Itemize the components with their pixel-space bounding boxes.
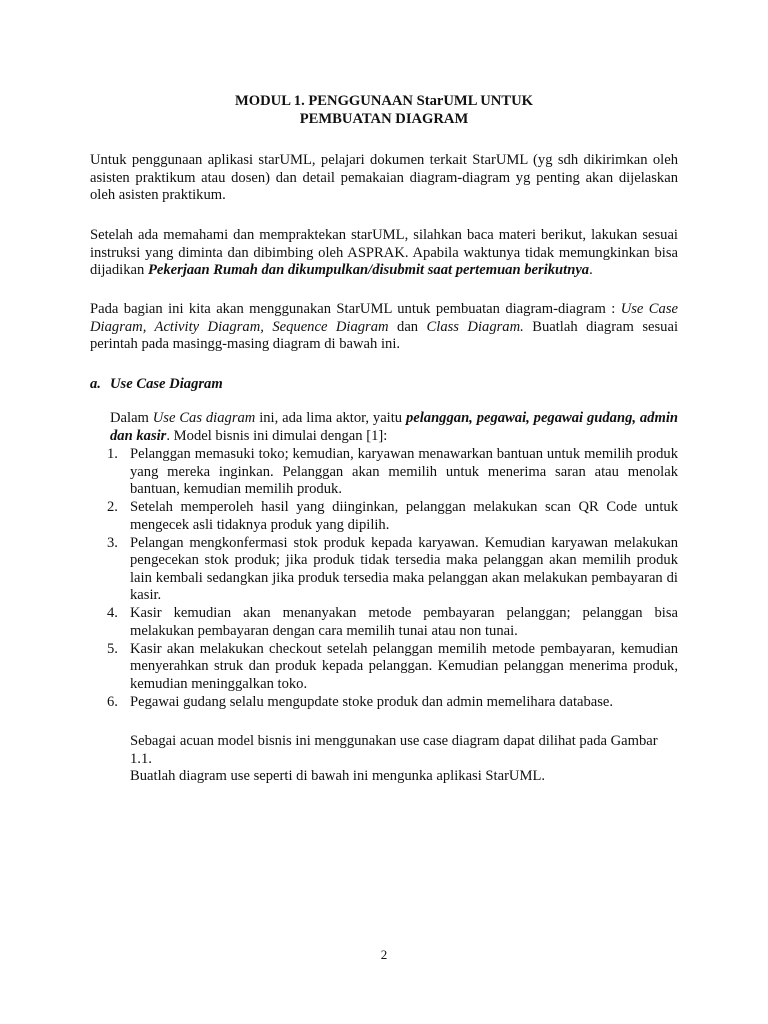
paragraph-instructions-text: Setelah ada memahami dan mempraktekan starUML, silahkan baca materi berikut, lakukan sesuai instruksi yang diminta dan dibimbing oleh ASPRAK. Apabila waktunya tidak memungkinkan bisa dijadikan xyxy=(90,227,678,278)
list-item xyxy=(90,605,678,640)
intro-actors: pelanggan, pegawai, pegawai gudang, admin dan kasir xyxy=(110,410,678,444)
overview-part-3: Buatlah diagram sesuai perintah pada masingg-masing diagram di bawah ini. xyxy=(90,318,678,352)
list-item-number: 5. xyxy=(107,640,118,657)
page-title xyxy=(90,93,678,128)
use-case-intro xyxy=(110,410,678,445)
homework-emphasis: Pekerjaan Rumah dan dikumpulkan/disubmit saat pertemuan berikutnya xyxy=(147,262,590,278)
title-line-1: MODUL 1. PENGGUNAAN StarUML UNTUK xyxy=(235,93,533,109)
list-item xyxy=(90,694,678,712)
list-item-text: Pelanggan memasuki toko; kemudian, karyawan menawarkan bantuan untuk memilih produk yang mereka inginkan. Pelanggan akan memilih untuk menerima saran atau menolak bantuan, kemudian memilih produk. xyxy=(130,446,678,497)
list-item-number: 3. xyxy=(107,534,118,551)
section-letter: a. xyxy=(90,376,101,392)
closing-instruction: Buatlah diagram use seperti di bawah ini mengunka aplikasi StarUML. xyxy=(130,768,546,784)
overview-part-2: dan xyxy=(388,318,427,335)
section-title: Use Case Diagram xyxy=(110,376,223,392)
paragraph-instructions-end: . xyxy=(589,262,593,278)
list-item xyxy=(90,446,678,499)
intro-italic-term: Use Cas diagram xyxy=(152,410,256,426)
list-item-text: Pegawai gudang selalu mengupdate stoke produk dan admin memelihara database. xyxy=(130,693,614,710)
intro-part-3: . Model bisnis ini dimulai dengan [1]: xyxy=(166,427,388,444)
list-item-number: 1. xyxy=(107,446,118,462)
list-item-number: 6. xyxy=(107,693,118,710)
list-item xyxy=(90,499,678,534)
overview-class-diagram: Class Diagram. xyxy=(426,318,524,335)
list-item xyxy=(90,535,678,605)
paragraph-intro-staruml: Untuk penggunaan aplikasi starUML, pelajari dokumen terkait StarUML (yg sdh dikirimkan oleh asisten praktikum atau dosen) dan detail pemakaian diagram-diagram yg penting akan dijelaskan oleh asisten praktikum. xyxy=(90,152,678,203)
section-heading-use-case xyxy=(90,376,678,394)
business-steps-list xyxy=(90,446,678,712)
list-item xyxy=(90,641,678,694)
overview-diagram-list: Use Case Diagram, Activity Diagram, Sequence Diagram xyxy=(90,301,678,335)
paragraph-instructions xyxy=(90,227,678,280)
list-item-text: Kasir kemudian akan menanyakan metode pembayaran pelanggan; pelanggan bisa melakukan pembayaran dengan cara memilih tunai atau non tunai. xyxy=(130,605,678,639)
list-item-text: Kasir akan melakukan checkout setelah pelanggan memilih metode pembayaran, kemudian menyerahkan struk dan produk kepada pelanggan. Kemudian pelanggan menerima produk, kemudian meninggalkan toko. xyxy=(130,640,678,692)
list-item-number: 2. xyxy=(107,499,118,515)
intro-part-2: ini, ada lima aktor, yaitu xyxy=(255,410,406,426)
list-item-number: 4. xyxy=(107,605,118,621)
closing-reference: Sebagai acuan model bisnis ini menggunakan use case diagram dapat dilihat pada Gambar 1.1. xyxy=(130,733,658,767)
intro-part-1: Dalam xyxy=(110,410,153,426)
list-item-text: Pelangan mengkonfermasi stok produk kepada karyawan. Kemudian karyawan melakukan pengecekan stok produk; jika produk tidak tersedia maka pelanggan akan memilih produk lain kembali sedangkan jika produk tersedia maka pelanggan akan melakukan pembayaran di kasir. xyxy=(130,534,678,603)
paragraph-diagram-overview xyxy=(90,301,678,354)
overview-part-1: Pada bagian ini kita akan menggunakan StarUML untuk pembuatan diagram-diagram : xyxy=(90,301,621,317)
page-number: 2 xyxy=(380,947,388,962)
list-item-text: Setelah memperoleh hasil yang diinginkan, pelanggan melakukan scan QR Code untuk mengecek asli tidaknya produk yang dipilih. xyxy=(130,499,678,533)
title-line-2: PEMBUATAN DIAGRAM xyxy=(299,110,469,127)
